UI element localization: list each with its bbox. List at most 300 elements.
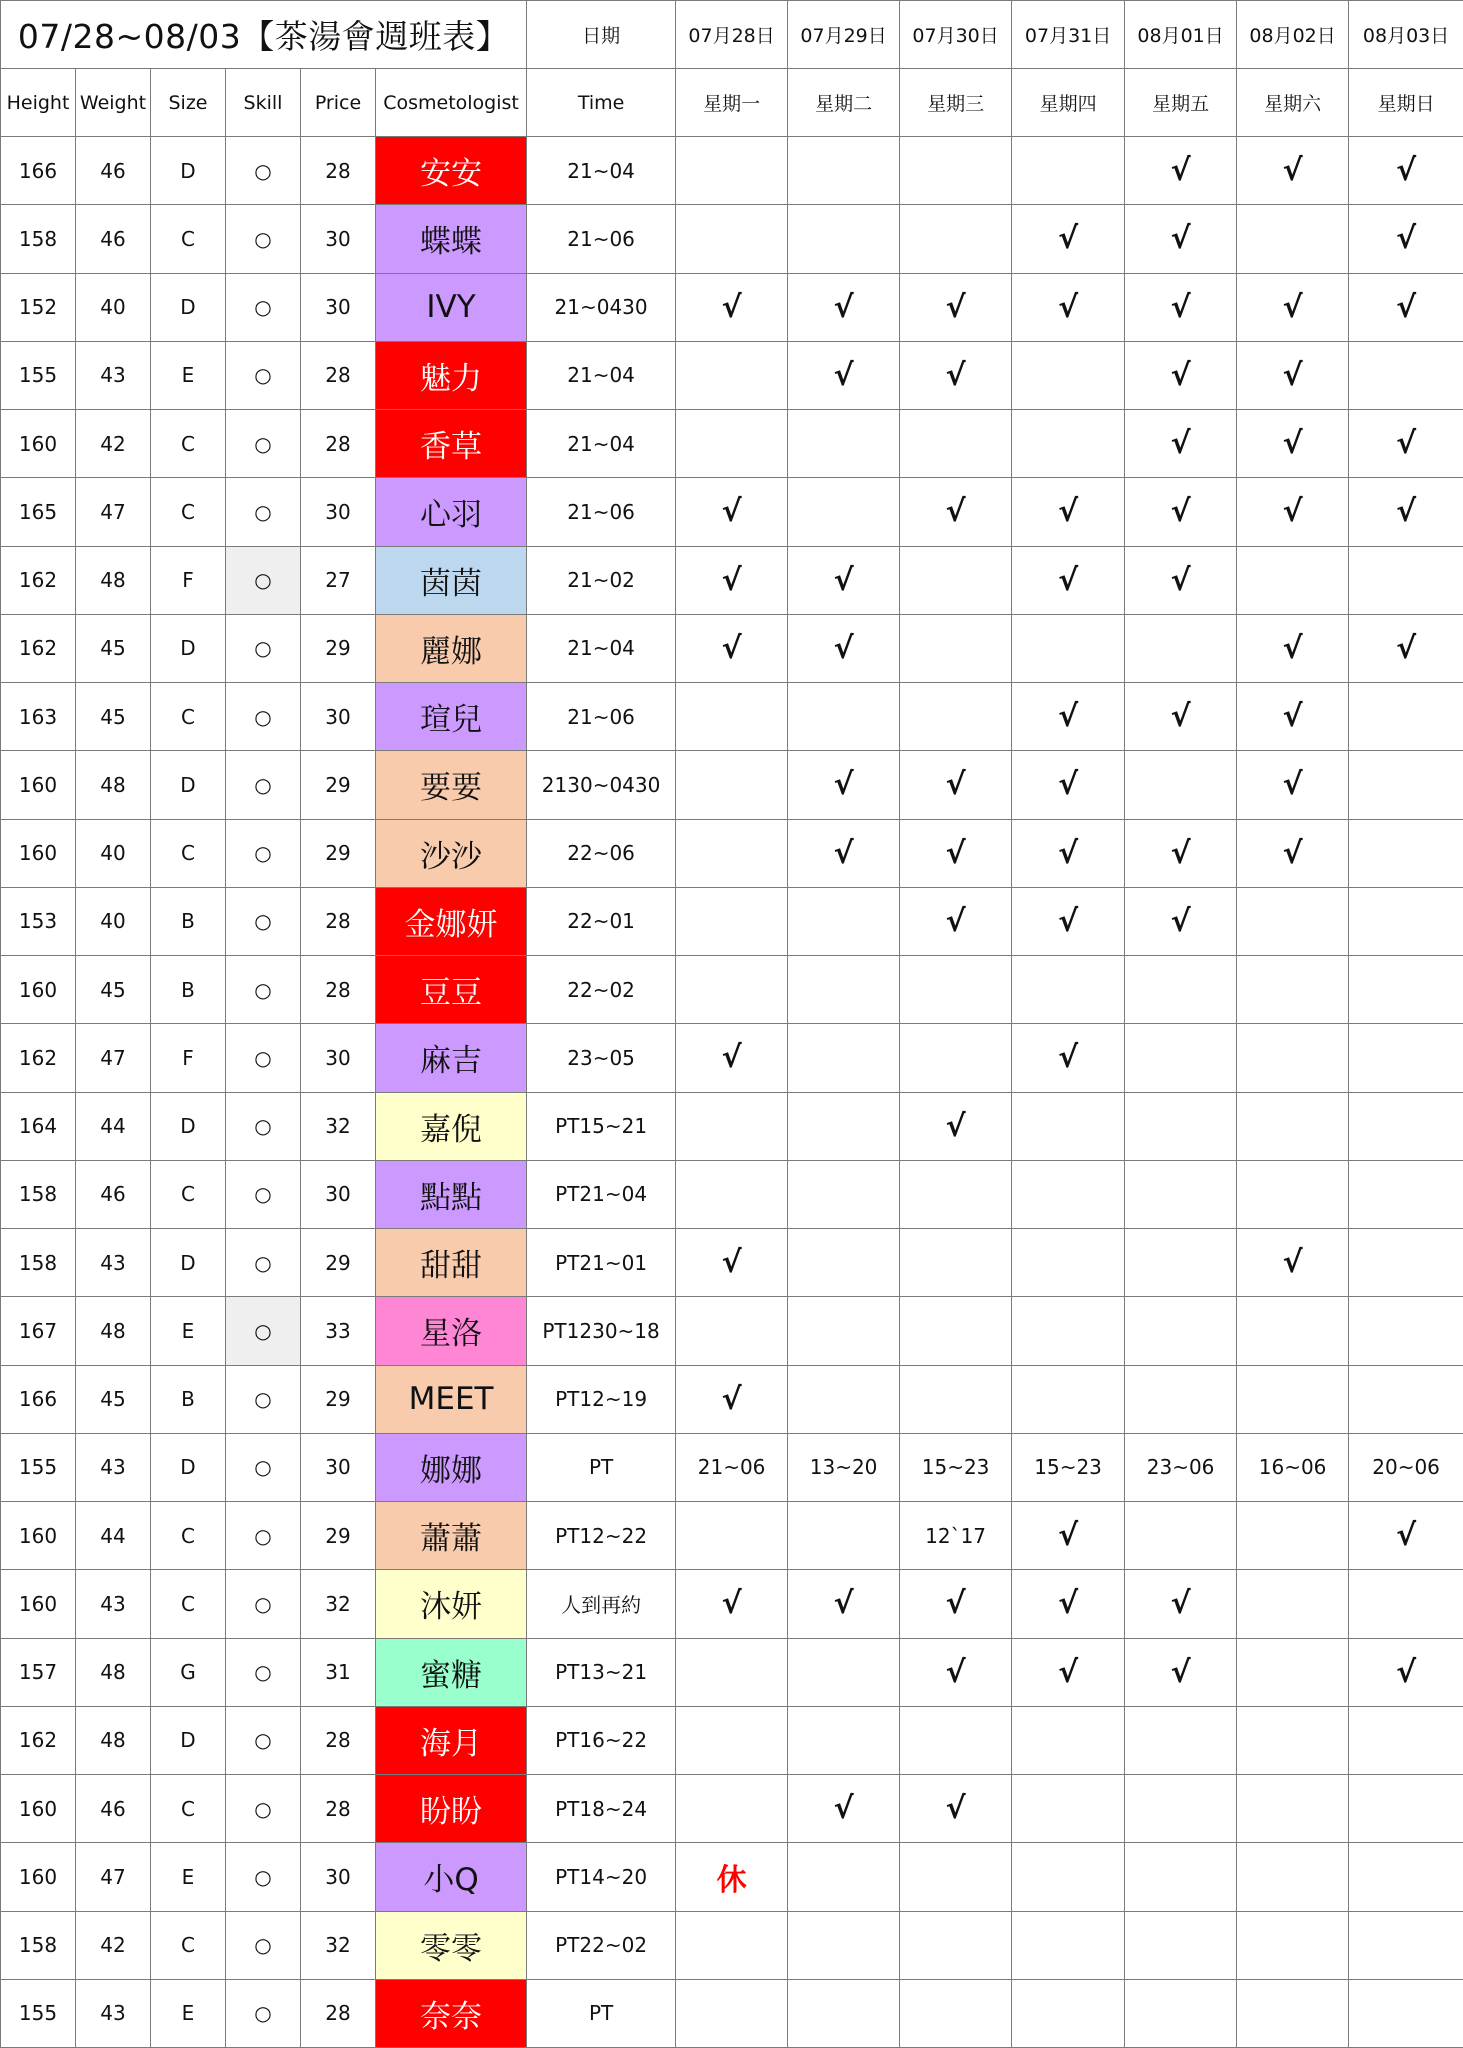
date-cell: 08月01日 (1125, 1, 1237, 69)
cell-time: PT18~24 (527, 1775, 676, 1843)
check-mark: √ (1012, 1570, 1125, 1638)
check-mark: √ (676, 1365, 788, 1433)
table-row (1, 1502, 1463, 1570)
cell-height: 160 (1, 819, 76, 887)
cosmetologist-name: 星洛 (376, 1297, 527, 1365)
day-cell (900, 683, 1012, 751)
cell-price: 32 (301, 1092, 376, 1160)
cell-weight: 43 (76, 1979, 151, 2047)
day-cell (1237, 546, 1349, 614)
cell-time: PT12~22 (527, 1502, 676, 1570)
cell-size: D (151, 751, 226, 819)
table-row (1, 1229, 1463, 1297)
cell-height: 164 (1, 1092, 76, 1160)
cell-time: 21~04 (527, 341, 676, 409)
date-header-row (1, 1, 1463, 69)
day-time-note: 21~06 (676, 1433, 788, 1501)
cell-time: 2130~0430 (527, 751, 676, 819)
check-mark: √ (1349, 1638, 1463, 1706)
check-mark: √ (1125, 341, 1237, 409)
day-cell (1349, 751, 1463, 819)
cell-price: 28 (301, 956, 376, 1024)
day-cell (788, 1706, 900, 1774)
day-cell (900, 1229, 1012, 1297)
day-cell (1349, 819, 1463, 887)
day-cell (1125, 1160, 1237, 1228)
cosmetologist-name: 蜜糖 (376, 1638, 527, 1706)
weekday-cell: 星期一 (676, 69, 788, 137)
check-mark: √ (1237, 410, 1349, 478)
day-cell (1125, 1502, 1237, 1570)
table-row (1, 410, 1463, 478)
cosmetologist-name: 沐妍 (376, 1570, 527, 1638)
cosmetologist-name: 沙沙 (376, 819, 527, 887)
cosmetologist-name: 蝶蝶 (376, 205, 527, 273)
cell-skill: ○ (226, 137, 301, 205)
day-cell (788, 1365, 900, 1433)
cell-weight: 43 (76, 1433, 151, 1501)
day-cell (1012, 137, 1125, 205)
day-cell (676, 683, 788, 751)
day-cell (676, 1297, 788, 1365)
cell-skill: ○ (226, 205, 301, 273)
check-mark: √ (1349, 273, 1463, 341)
check-mark: √ (676, 1024, 788, 1092)
cell-time: 21~0430 (527, 273, 676, 341)
cell-time: 23~05 (527, 1024, 676, 1092)
cosmetologist-name: 零零 (376, 1911, 527, 1979)
day-cell (676, 1160, 788, 1228)
day-cell (1012, 1365, 1125, 1433)
cell-weight: 46 (76, 205, 151, 273)
check-mark: √ (900, 1570, 1012, 1638)
cell-size: D (151, 273, 226, 341)
day-cell (676, 1638, 788, 1706)
day-cell (900, 205, 1012, 273)
cell-size: B (151, 1365, 226, 1433)
table-row (1, 819, 1463, 887)
cosmetologist-name: 豆豆 (376, 956, 527, 1024)
check-mark: √ (1012, 751, 1125, 819)
cell-height: 152 (1, 273, 76, 341)
cell-skill: ○ (226, 1570, 301, 1638)
day-cell (788, 683, 900, 751)
day-cell (788, 1024, 900, 1092)
day-cell (1125, 1024, 1237, 1092)
day-cell (1349, 1775, 1463, 1843)
cell-skill: ○ (226, 956, 301, 1024)
day-cell (1012, 1843, 1125, 1911)
check-mark: √ (900, 1775, 1012, 1843)
check-mark: √ (1125, 1638, 1237, 1706)
day-cell (1012, 956, 1125, 1024)
day-cell (1349, 1229, 1463, 1297)
cell-time: 21~06 (527, 683, 676, 751)
check-mark: √ (1125, 478, 1237, 546)
cosmetologist-name: 點點 (376, 1160, 527, 1228)
cosmetologist-name: MEET (376, 1365, 527, 1433)
cosmetologist-name: 茵茵 (376, 546, 527, 614)
cell-time: 21~02 (527, 546, 676, 614)
rest-mark: 休 (676, 1843, 788, 1911)
cell-weight: 43 (76, 341, 151, 409)
day-cell (1349, 1570, 1463, 1638)
day-cell (676, 1092, 788, 1160)
check-mark: √ (788, 1570, 900, 1638)
cell-skill: ○ (226, 1092, 301, 1160)
cell-height: 155 (1, 1979, 76, 2047)
cell-price: 30 (301, 1433, 376, 1501)
day-cell (1349, 546, 1463, 614)
cell-size: E (151, 1297, 226, 1365)
col-header-size: Size (151, 69, 226, 137)
cell-height: 160 (1, 1570, 76, 1638)
check-mark: √ (1012, 1024, 1125, 1092)
check-mark: √ (1125, 137, 1237, 205)
day-cell (900, 410, 1012, 478)
cell-weight: 47 (76, 1843, 151, 1911)
date-cell: 08月02日 (1237, 1, 1349, 69)
cell-time: PT14~20 (527, 1843, 676, 1911)
day-cell (1125, 1365, 1237, 1433)
day-cell (676, 887, 788, 955)
col-header-price: Price (301, 69, 376, 137)
day-cell (788, 1843, 900, 1911)
check-mark: √ (1237, 683, 1349, 751)
table-row (1, 546, 1463, 614)
cell-height: 167 (1, 1297, 76, 1365)
day-time-note: 16~06 (1237, 1433, 1349, 1501)
cell-price: 28 (301, 341, 376, 409)
cell-price: 29 (301, 1229, 376, 1297)
check-mark: √ (676, 546, 788, 614)
check-mark: √ (1349, 205, 1463, 273)
table-row (1, 1297, 1463, 1365)
day-cell (900, 1365, 1012, 1433)
day-cell (1237, 1979, 1349, 2047)
day-cell (676, 819, 788, 887)
day-cell (1349, 887, 1463, 955)
table-row (1, 341, 1463, 409)
cell-weight: 42 (76, 1911, 151, 1979)
cell-height: 160 (1, 956, 76, 1024)
cell-time: PT13~21 (527, 1638, 676, 1706)
day-time-note: 12`17 (900, 1502, 1012, 1570)
day-cell (1012, 1160, 1125, 1228)
check-mark: √ (1012, 1638, 1125, 1706)
cosmetologist-name: 麗娜 (376, 614, 527, 682)
cell-size: D (151, 1433, 226, 1501)
check-mark: √ (788, 614, 900, 682)
cell-height: 157 (1, 1638, 76, 1706)
cell-skill: ○ (226, 1229, 301, 1297)
cell-size: C (151, 1160, 226, 1228)
cell-weight: 46 (76, 1160, 151, 1228)
table-row (1, 1024, 1463, 1092)
check-mark: √ (1349, 137, 1463, 205)
cell-size: B (151, 956, 226, 1024)
cell-height: 162 (1, 1706, 76, 1774)
check-mark: √ (1237, 273, 1349, 341)
day-cell (1349, 1365, 1463, 1433)
cell-skill: ○ (226, 1160, 301, 1228)
cell-weight: 40 (76, 887, 151, 955)
day-cell (1349, 956, 1463, 1024)
date-cell: 08月03日 (1349, 1, 1463, 69)
cell-skill: ○ (226, 887, 301, 955)
check-mark: √ (1012, 1502, 1125, 1570)
day-cell (1237, 1706, 1349, 1774)
check-mark: √ (788, 273, 900, 341)
check-mark: √ (1125, 819, 1237, 887)
cell-time: 21~06 (527, 478, 676, 546)
date-cell: 07月29日 (788, 1, 900, 69)
schedule-body (1, 137, 1463, 2048)
check-mark: √ (676, 614, 788, 682)
cell-skill: ○ (226, 1638, 301, 1706)
cell-height: 158 (1, 1911, 76, 1979)
check-mark: √ (1237, 137, 1349, 205)
day-cell (788, 205, 900, 273)
cell-height: 158 (1, 1160, 76, 1228)
cell-time: 21~04 (527, 410, 676, 478)
cell-price: 29 (301, 819, 376, 887)
date-cell: 07月30日 (900, 1, 1012, 69)
table-row (1, 1775, 1463, 1843)
cell-height: 162 (1, 1024, 76, 1092)
check-mark: √ (900, 478, 1012, 546)
day-cell (1349, 1706, 1463, 1774)
day-cell (788, 956, 900, 1024)
cosmetologist-name: 瑄兒 (376, 683, 527, 751)
check-mark: √ (676, 478, 788, 546)
day-cell (676, 1775, 788, 1843)
check-mark: √ (1237, 614, 1349, 682)
day-cell (1349, 1092, 1463, 1160)
cell-skill: ○ (226, 614, 301, 682)
day-cell (788, 478, 900, 546)
day-cell (788, 1297, 900, 1365)
cell-time: PT1230~18 (527, 1297, 676, 1365)
cell-size: F (151, 546, 226, 614)
check-mark: √ (788, 341, 900, 409)
check-mark: √ (1237, 478, 1349, 546)
check-mark: √ (1125, 887, 1237, 955)
cell-size: D (151, 137, 226, 205)
check-mark: √ (1237, 341, 1349, 409)
cell-size: D (151, 1229, 226, 1297)
day-cell (900, 1843, 1012, 1911)
table-row (1, 1433, 1463, 1501)
check-mark: √ (1125, 205, 1237, 273)
check-mark: √ (788, 751, 900, 819)
cosmetologist-name: 蕭蕭 (376, 1502, 527, 1570)
cell-price: 30 (301, 478, 376, 546)
day-cell (676, 410, 788, 478)
table-row (1, 1365, 1463, 1433)
cell-skill: ○ (226, 1433, 301, 1501)
cell-size: D (151, 614, 226, 682)
day-cell (788, 1638, 900, 1706)
table-row (1, 887, 1463, 955)
day-cell (1349, 683, 1463, 751)
table-row (1, 1160, 1463, 1228)
cell-skill: ○ (226, 1775, 301, 1843)
cosmetologist-name: 盼盼 (376, 1775, 527, 1843)
day-cell (900, 956, 1012, 1024)
day-cell (1349, 1297, 1463, 1365)
cell-height: 155 (1, 1433, 76, 1501)
column-header-row (1, 69, 1463, 137)
table-row (1, 683, 1463, 751)
day-cell (1012, 1775, 1125, 1843)
day-cell (900, 1911, 1012, 1979)
cosmetologist-name: 甜甜 (376, 1229, 527, 1297)
page-title: 07/28~08/03【茶湯會週班表】 (1, 1, 527, 69)
day-cell (900, 1024, 1012, 1092)
table-row (1, 1570, 1463, 1638)
cell-skill: ○ (226, 1297, 301, 1365)
cell-time: 21~04 (527, 137, 676, 205)
cell-size: C (151, 1502, 226, 1570)
day-cell (1237, 1775, 1349, 1843)
cell-height: 153 (1, 887, 76, 955)
check-mark: √ (900, 819, 1012, 887)
cosmetologist-name: 海月 (376, 1706, 527, 1774)
table-row (1, 478, 1463, 546)
cell-time: PT16~22 (527, 1706, 676, 1774)
day-cell (900, 1979, 1012, 2047)
day-cell (1125, 1911, 1237, 1979)
cell-price: 29 (301, 751, 376, 819)
cell-size: C (151, 819, 226, 887)
check-mark: √ (1012, 683, 1125, 751)
check-mark: √ (900, 751, 1012, 819)
day-cell (788, 1160, 900, 1228)
day-cell (1125, 751, 1237, 819)
weekday-cell: 星期日 (1349, 69, 1463, 137)
cell-weight: 40 (76, 273, 151, 341)
col-header-skill: Skill (226, 69, 301, 137)
col-header-time: Time (527, 69, 676, 137)
day-time-note: 20~06 (1349, 1433, 1463, 1501)
cell-size: C (151, 1911, 226, 1979)
check-mark: √ (1237, 1229, 1349, 1297)
cell-weight: 45 (76, 956, 151, 1024)
day-time-note: 15~23 (900, 1433, 1012, 1501)
check-mark: √ (788, 1775, 900, 1843)
cell-weight: 48 (76, 751, 151, 819)
day-cell (1125, 1092, 1237, 1160)
date-cell: 07月28日 (676, 1, 788, 69)
check-mark: √ (900, 341, 1012, 409)
cell-weight: 44 (76, 1092, 151, 1160)
cell-weight: 46 (76, 137, 151, 205)
cell-height: 160 (1, 751, 76, 819)
day-cell (788, 1229, 900, 1297)
cell-height: 163 (1, 683, 76, 751)
check-mark: √ (900, 1638, 1012, 1706)
cell-skill: ○ (226, 1502, 301, 1570)
cell-price: 30 (301, 205, 376, 273)
cell-size: E (151, 341, 226, 409)
day-cell (1012, 1979, 1125, 2047)
check-mark: √ (1349, 478, 1463, 546)
day-cell (1237, 956, 1349, 1024)
day-cell (1012, 1706, 1125, 1774)
cell-height: 166 (1, 137, 76, 205)
cosmetologist-name: 奈奈 (376, 1979, 527, 2047)
day-cell (788, 1092, 900, 1160)
cell-size: C (151, 683, 226, 751)
cell-size: E (151, 1979, 226, 2047)
day-cell (900, 614, 1012, 682)
check-mark: √ (1125, 410, 1237, 478)
cell-skill: ○ (226, 751, 301, 819)
day-cell (900, 546, 1012, 614)
check-mark: √ (900, 887, 1012, 955)
table-row (1, 751, 1463, 819)
day-cell (676, 751, 788, 819)
day-cell (676, 137, 788, 205)
cell-size: C (151, 478, 226, 546)
cell-price: 30 (301, 1160, 376, 1228)
day-cell (676, 1706, 788, 1774)
day-cell (676, 1979, 788, 2047)
cell-size: B (151, 887, 226, 955)
table-row (1, 1638, 1463, 1706)
day-cell (676, 205, 788, 273)
cell-price: 28 (301, 1979, 376, 2047)
cell-time: PT21~01 (527, 1229, 676, 1297)
day-cell (1012, 1092, 1125, 1160)
check-mark: √ (1012, 819, 1125, 887)
day-cell (900, 1706, 1012, 1774)
date-cell: 07月31日 (1012, 1, 1125, 69)
cell-height: 160 (1, 410, 76, 478)
cell-skill: ○ (226, 1911, 301, 1979)
weekday-cell: 星期二 (788, 69, 900, 137)
cell-weight: 44 (76, 1502, 151, 1570)
day-cell (1012, 614, 1125, 682)
check-mark: √ (900, 273, 1012, 341)
check-mark: √ (1012, 205, 1125, 273)
check-mark: √ (900, 1092, 1012, 1160)
table-row (1, 614, 1463, 682)
table-row (1, 1911, 1463, 1979)
table-row (1, 1706, 1463, 1774)
cell-height: 162 (1, 614, 76, 682)
cell-time: PT12~19 (527, 1365, 676, 1433)
cell-skill: ○ (226, 478, 301, 546)
weekday-cell: 星期四 (1012, 69, 1125, 137)
day-cell (676, 1502, 788, 1570)
day-cell (1237, 1843, 1349, 1911)
cell-price: 28 (301, 137, 376, 205)
check-mark: √ (1237, 819, 1349, 887)
cosmetologist-name: 魅力 (376, 341, 527, 409)
table-row (1, 205, 1463, 273)
day-cell (1125, 956, 1237, 1024)
day-cell (1237, 1638, 1349, 1706)
day-cell (1349, 1979, 1463, 2047)
cosmetologist-name: 要要 (376, 751, 527, 819)
cell-weight: 45 (76, 683, 151, 751)
check-mark: √ (1012, 546, 1125, 614)
day-cell (676, 1911, 788, 1979)
cell-price: 30 (301, 1843, 376, 1911)
check-mark: √ (1349, 1502, 1463, 1570)
